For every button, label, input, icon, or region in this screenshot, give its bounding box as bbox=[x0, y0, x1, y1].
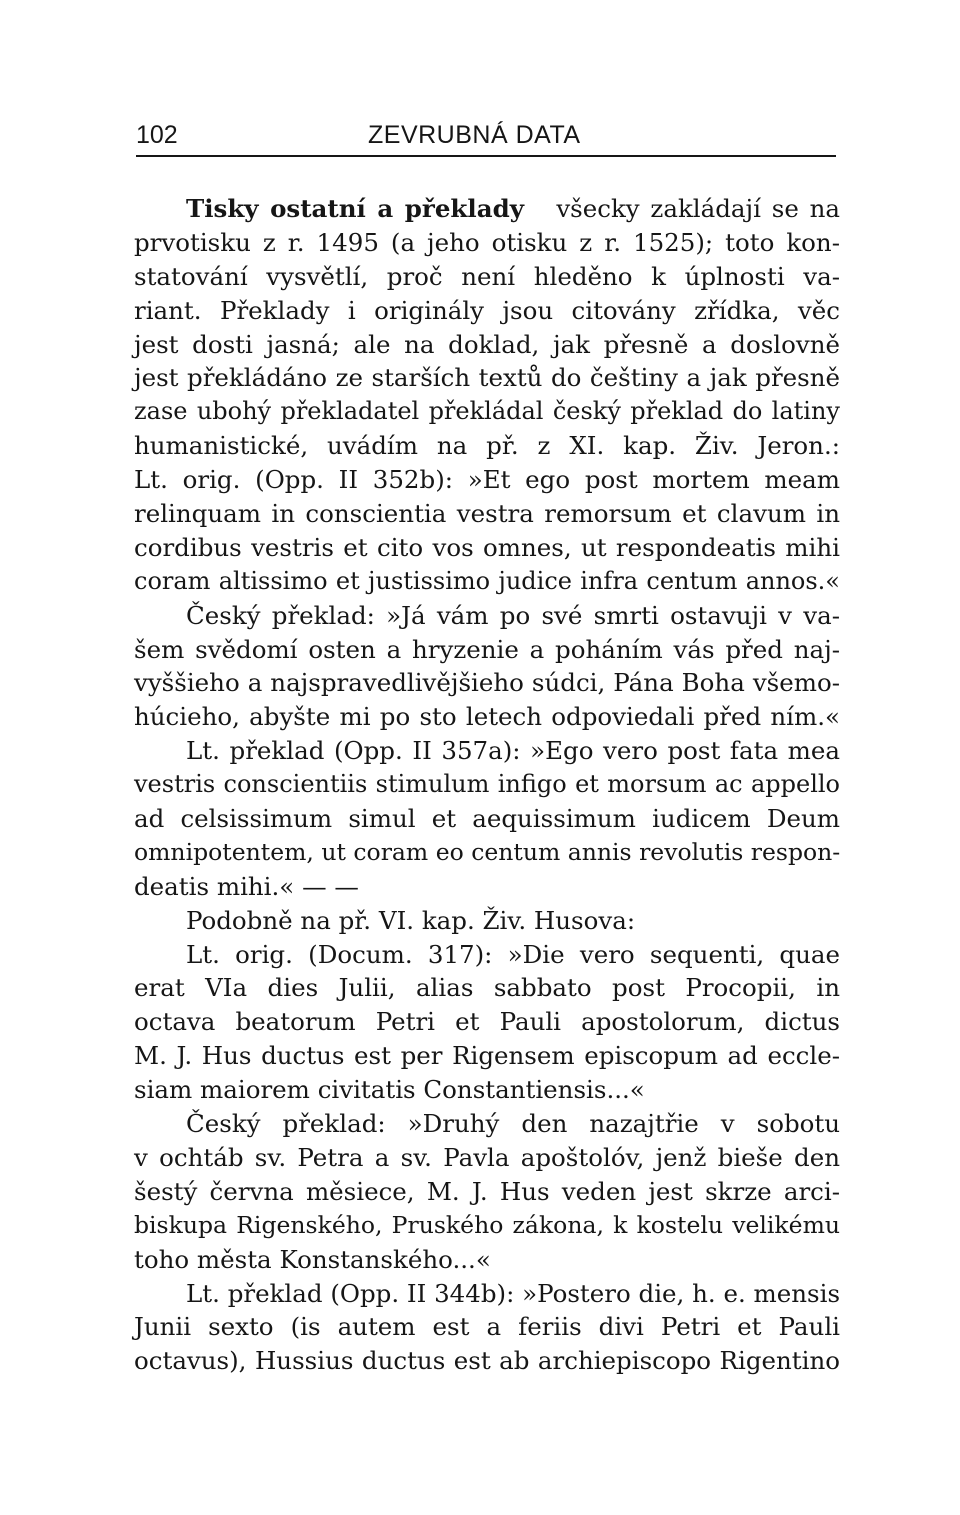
text-line: octavus), Hussius ductus est ab archiepiscopo Rigentino bbox=[134, 1346, 840, 1376]
text-line: Lt. orig. (Opp. II 352b): »Et ego post mortem meam bbox=[134, 465, 840, 495]
text-line: omnipotentem, ut coram eo centum annis revolutis respon- bbox=[134, 837, 841, 866]
line-text: všecky zakládají se na bbox=[556, 194, 840, 223]
page-header bbox=[136, 119, 836, 157]
text-line: Lt. překlad (Opp. II 357a): »Ego vero post fata mea bbox=[186, 736, 840, 766]
text-line: vyššieho a najspravedlivějšieho súdci, Pána Boha všemo- bbox=[134, 668, 840, 698]
text-line: coram altissimo et justissimo judice infra centum annos.« bbox=[134, 566, 840, 595]
text-line: zase ubohý překladatel překládal český překlad do latiny bbox=[134, 397, 840, 426]
text-line: šestý června měsiece, M. J. Hus veden jest skrze arci- bbox=[134, 1176, 840, 1206]
text-line: jest dosti jasná; ale na doklad, jak přesně a doslovně bbox=[134, 329, 840, 359]
bold-lead: Tisky ostatní a překlady bbox=[186, 194, 524, 223]
text-line: prvotisku z r. 1495 (a jeho otisku z r. 1525); toto kon- bbox=[134, 227, 840, 257]
text-line: Junii sexto (is autem est a feriis divi Petri et Pauli bbox=[134, 1312, 840, 1342]
text-line: M. J. Hus ductus est per Rigensem episcopum ad eccle- bbox=[134, 1041, 840, 1071]
text-line: siam maiorem civitatis Constantiensis...« bbox=[134, 1075, 645, 1105]
running-head: ZEVRUBNÁ DATA bbox=[368, 121, 581, 149]
text-line: erat VIa dies Julii, alias sabbato post Procopii, in bbox=[134, 973, 840, 1003]
text-line: húcieho, abyšte mi po sto letech odpoviedali před ním.« bbox=[134, 702, 840, 732]
text-line: v ochtáb sv. Petra a sv. Pavla apoštolóv, jenž bieše den bbox=[134, 1142, 840, 1172]
text-line: jest překládáno ze starších textů do češtiny a jak přesně bbox=[134, 363, 840, 393]
text-line: toho města Konstanského...« bbox=[134, 1244, 491, 1274]
text-line: Český překlad: »Druhý den nazajtřie v sobotu bbox=[186, 1109, 840, 1139]
text-line: statování vysvětlí, proč není hleděno k úplnosti va- bbox=[134, 261, 840, 291]
text-line: Podobně na př. VI. kap. Živ. Husova: bbox=[186, 905, 636, 935]
text-line: relinquam in conscientia vestra remorsum et clavum in bbox=[134, 499, 840, 529]
text-line: octava beatorum Petri et Pauli apostolorum, dictus bbox=[134, 1007, 840, 1037]
text-line bbox=[134, 192, 840, 226]
text-line: Lt. orig. (Docum. 317): »Die vero sequenti, quae bbox=[186, 939, 840, 969]
text-line: cordibus vestris et cito vos omnes, ut respondeatis mihi bbox=[134, 532, 840, 562]
text-line: humanistické, uvádím na př. z XI. kap. Živ. Jeron.: bbox=[134, 431, 840, 461]
text-line: vestris conscientiis stimulum infigo et morsum ac appello bbox=[134, 770, 840, 799]
text-line: ad celsissimum simul et aequissimum iudicem Deum bbox=[134, 804, 840, 834]
text-line: biskupa Rigenského, Pruského zákona, k kostelu velikému bbox=[134, 1210, 840, 1239]
text-line: riant. Překlady i originály jsou citovány zřídka, věc bbox=[134, 295, 840, 325]
text-line: šem svědomí osten a hryzenie a poháním vás před naj- bbox=[134, 634, 840, 664]
page-number: 102 bbox=[136, 121, 178, 149]
text-line: Český překlad: »Já vám po své smrti ostavuji v va- bbox=[186, 600, 840, 630]
body-text bbox=[134, 192, 840, 1378]
text-line: deatis mihi.« — — bbox=[134, 871, 359, 901]
text-line: Lt. překlad (Opp. II 344b): »Postero die, h. e. mensis bbox=[186, 1278, 841, 1308]
